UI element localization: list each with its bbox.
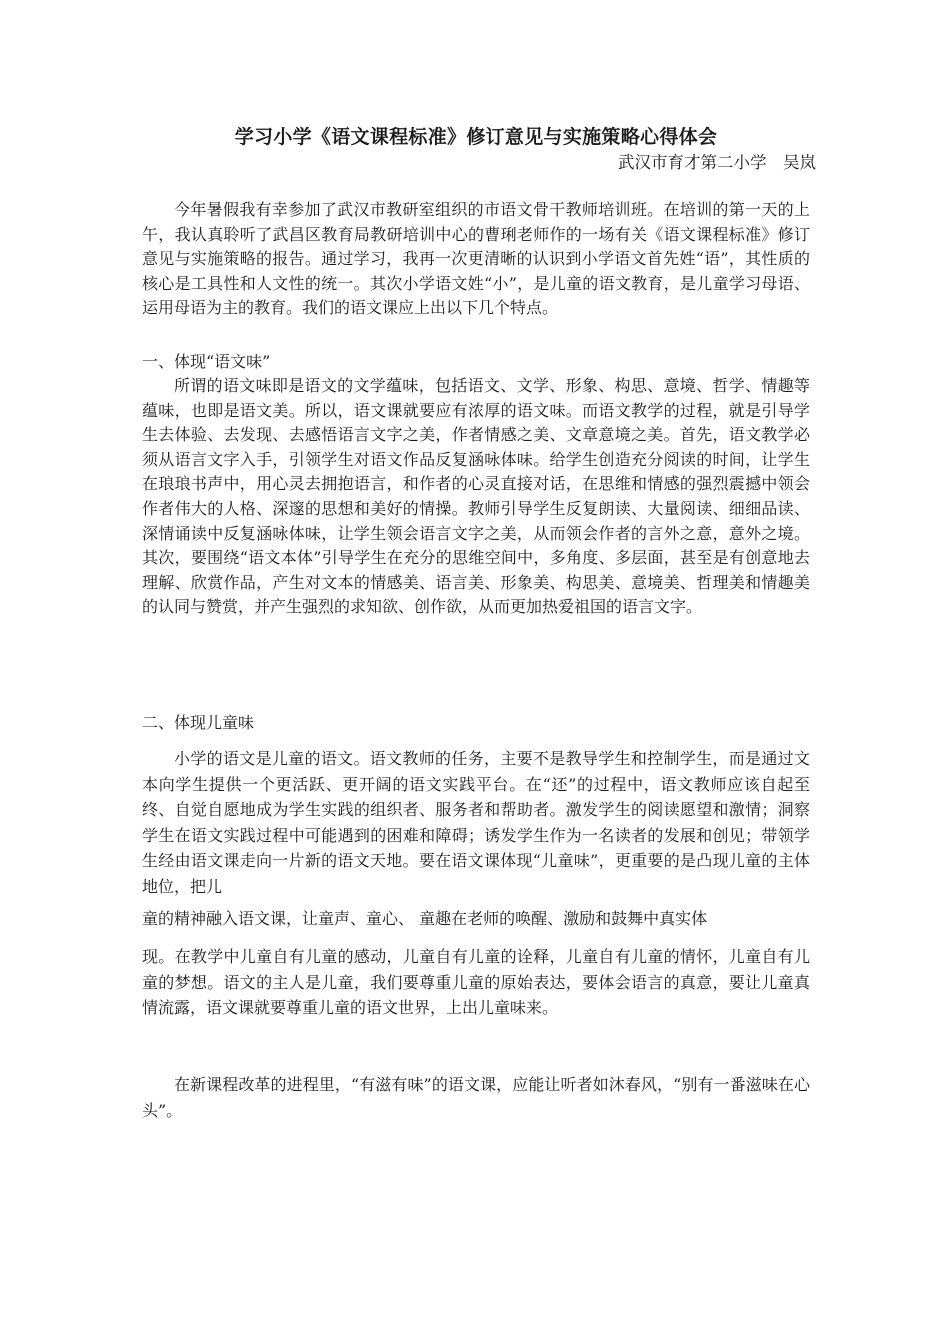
intro-paragraph: 今年暑假我有幸参加了武汉市教研室组织的市语文骨干教师培训班。在培训的第一天的上午，我认真聆听了武昌区教育局教研培训中心的曹琍老师作的一场有关《语文课程标准》修订意见与实施策略的报告。通过学习，我再一次更清晰的认识到小学语文首先姓“语”，其性质的核心是工具性和人文性的统一。其次小学语文姓“小”，是儿童的语文教育，是儿童学习母语、运用母语为主的教育。我们的语文课应上出以下几个特点。 <box>142 200 810 318</box>
section-2-paragraph-part-c: 现。在教学中儿童自有儿童的感动，儿童自有儿童的诠释，儿童自有儿童的情怀，儿童自有儿童的梦想。语文的主人是儿童，我们要尊重儿童的原始表达，要体会语言的真意，要让儿童真情流露，语文课就要尊重儿童的语文世界，上出儿童味来。 <box>142 947 810 1018</box>
section-2-paragraph-part-a: 小学的语文是儿童的语文。语文教师的任务，主要不是教导学生和控制学生，而是通过文本向学生提供一个更活跃、更开阔的语文实践平台。在“还”的过程中，语文教师应该自起至终、自觉自愿地成为学生实践的组织者、服务者和帮助者。激发学生的阅读愿望和激情；洞察学生在语文实践过程中可能遇到的困难和障碍；诱发学生作为一名读者的发展和创见；带领学生经由语文课走向一片新的语文天地。要在语文课体现“儿童味”，更重要的是凸现儿童的主体地位，把儿 <box>142 749 810 896</box>
conclusion-paragraph: 在新课程改革的进程里，“有滋有味”的语文课，应能让听者如沐春风，“别有一番滋味在心头”。 <box>142 1075 810 1120</box>
section-1-paragraph: 所谓的语文味即是语文的文学蕴味，包括语文、文学、形象、构思、意境、哲学、情趣等蕴味，也即是语文美。所以，语文课就要应有浓厚的语文味。而语文教学的过程，就是引导学生去体验、去发现、去感悟语言文字之美，作者情感之美、文章意境之美。首先，语文教学必须从语言文字入手，引领学生对语文作品反复涵咏体味。给学生创造充分阅读的时间，让学生在琅琅书声中，用心灵去拥抱语言，和作者的心灵直接对话，在思维和情感的强烈震撼中领会作者伟大的人格、深邃的思想和美好的情操。教师引导学生反复朗读、大量阅读、细细品读、深情诵读中反复涵咏体味，让学生领会语言文字之美，从而领会作者的言外之意，意外之境。其次，要围绕“语文本体”引导学生在充分的思维空间中，多角度、多层面，甚至是有创意地去理解、欣赏作品，产生对文本的情感美、语言美、形象美、构思美、意境美、哲理美和情趣美的认同与赞赏，并产生强烈的求知欲、创作欲，从而更加热爱祖国的语言文字。 <box>142 376 810 617</box>
document-title: 学习小学《语文课程标准》修订意见与实施策略心得体会 <box>234 126 718 148</box>
section-heading-1: 一、体现“语文味” <box>142 352 271 371</box>
author-line: 武汉市育才第二小学 吴岚 <box>618 153 816 172</box>
section-heading-2: 二、体现儿童味 <box>142 713 255 732</box>
section-2-paragraph-part-b: 童的精神融入语文课，让童声、童心、 童趣在老师的唤醒、激励和鼓舞中真实体 <box>142 909 708 928</box>
